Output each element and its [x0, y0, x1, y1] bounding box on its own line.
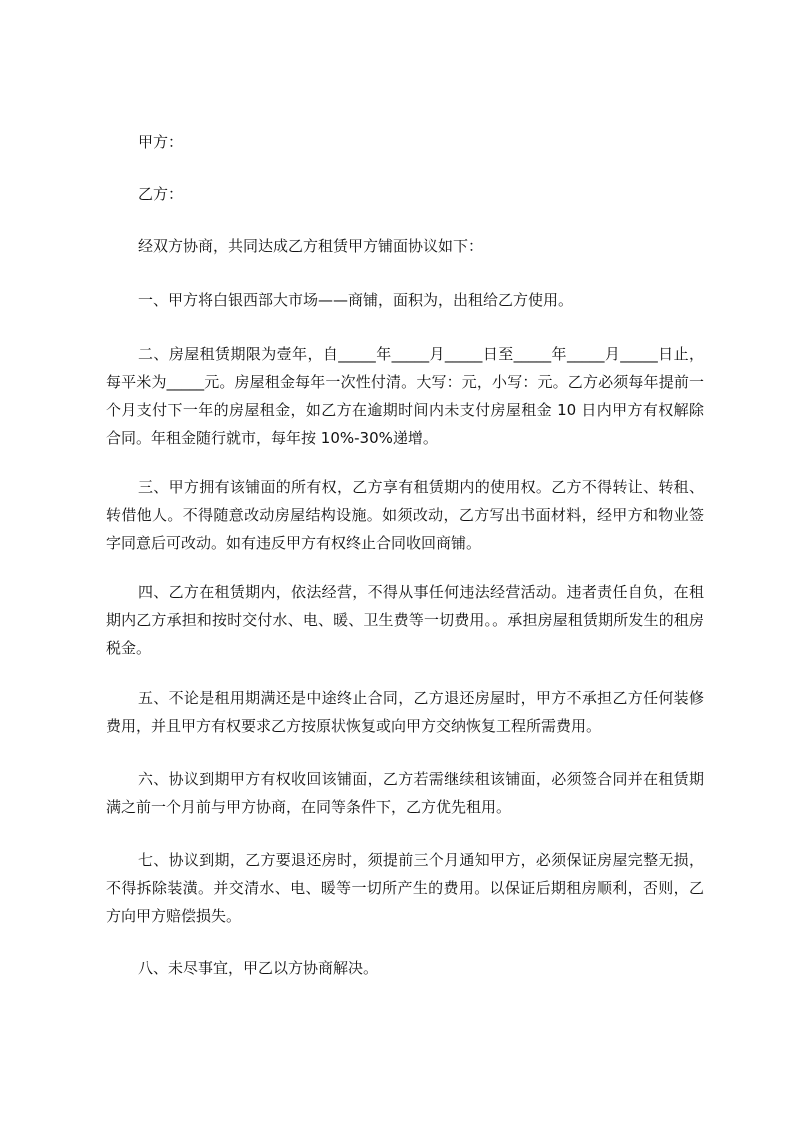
clause-5: 五、不论是租用期满还是中途终止合同，乙方退还房屋时，甲方不承担乙方任何装修费用，并且甲方有权要求乙方按原状恢复或向甲方交纳恢复工程所需费用。: [106, 689, 704, 735]
clause-2: 二、房屋租赁期限为壹年，自_____年_____月_____日至_____年_____月_____日止，每平米为_____元。房屋租金每年一次性付清。大写：元，小写：元。乙方必须每年提前一个月支付下一年的房屋租金，如乙方在逾期时间内未支付房屋租金 10 日内甲方有权解除合同。年租金随行就市，每年按 10%-30%递增。: [106, 345, 704, 447]
clause-7: 七、协议到期，乙方要退还房时，须提前三个月通知甲方，必须保证房屋完整无损，不得拆除装潢。并交清水、电、暖等一切所产生的费用。以保证后期租房顺利，否则，乙方向甲方赔偿损失。: [106, 851, 704, 925]
clause-1: 一、甲方将白银西部大市场——商铺，面积为，出租给乙方使用。: [138, 291, 574, 309]
clause-6: 六、协议到期甲方有权收回该铺面，乙方若需继续租该铺面，必须签合同并在租赁期满之前一个月前与甲方协商，在同等条件下，乙方优先租用。: [106, 770, 704, 816]
party-b-label: 乙方：: [138, 185, 184, 203]
clause-4: 四、乙方在租赁期内，依法经营，不得从事任何违法经营活动。违者责任自负，在租期内乙方承担和按时交付水、电、暖、卫生费等一切费用。。承担房屋租赁期所发生的租房税金。: [106, 583, 704, 657]
intro-paragraph: 经双方协商，共同达成乙方租赁甲方铺面协议如下：: [138, 237, 484, 255]
clause-3: 三、甲方拥有该铺面的所有权，乙方享有租赁期内的使用权。乙方不得转让、转租、转借他人。不得随意改动房屋结构设施。如须改动，乙方写出书面材料，经甲方和物业签字同意后可改动。如有违反甲方有权终止合同收回商铺。: [106, 478, 704, 552]
party-a-label: 甲方：: [138, 133, 184, 151]
clause-8: 八、未尽事宜，甲乙以方协商解决。: [138, 959, 379, 977]
